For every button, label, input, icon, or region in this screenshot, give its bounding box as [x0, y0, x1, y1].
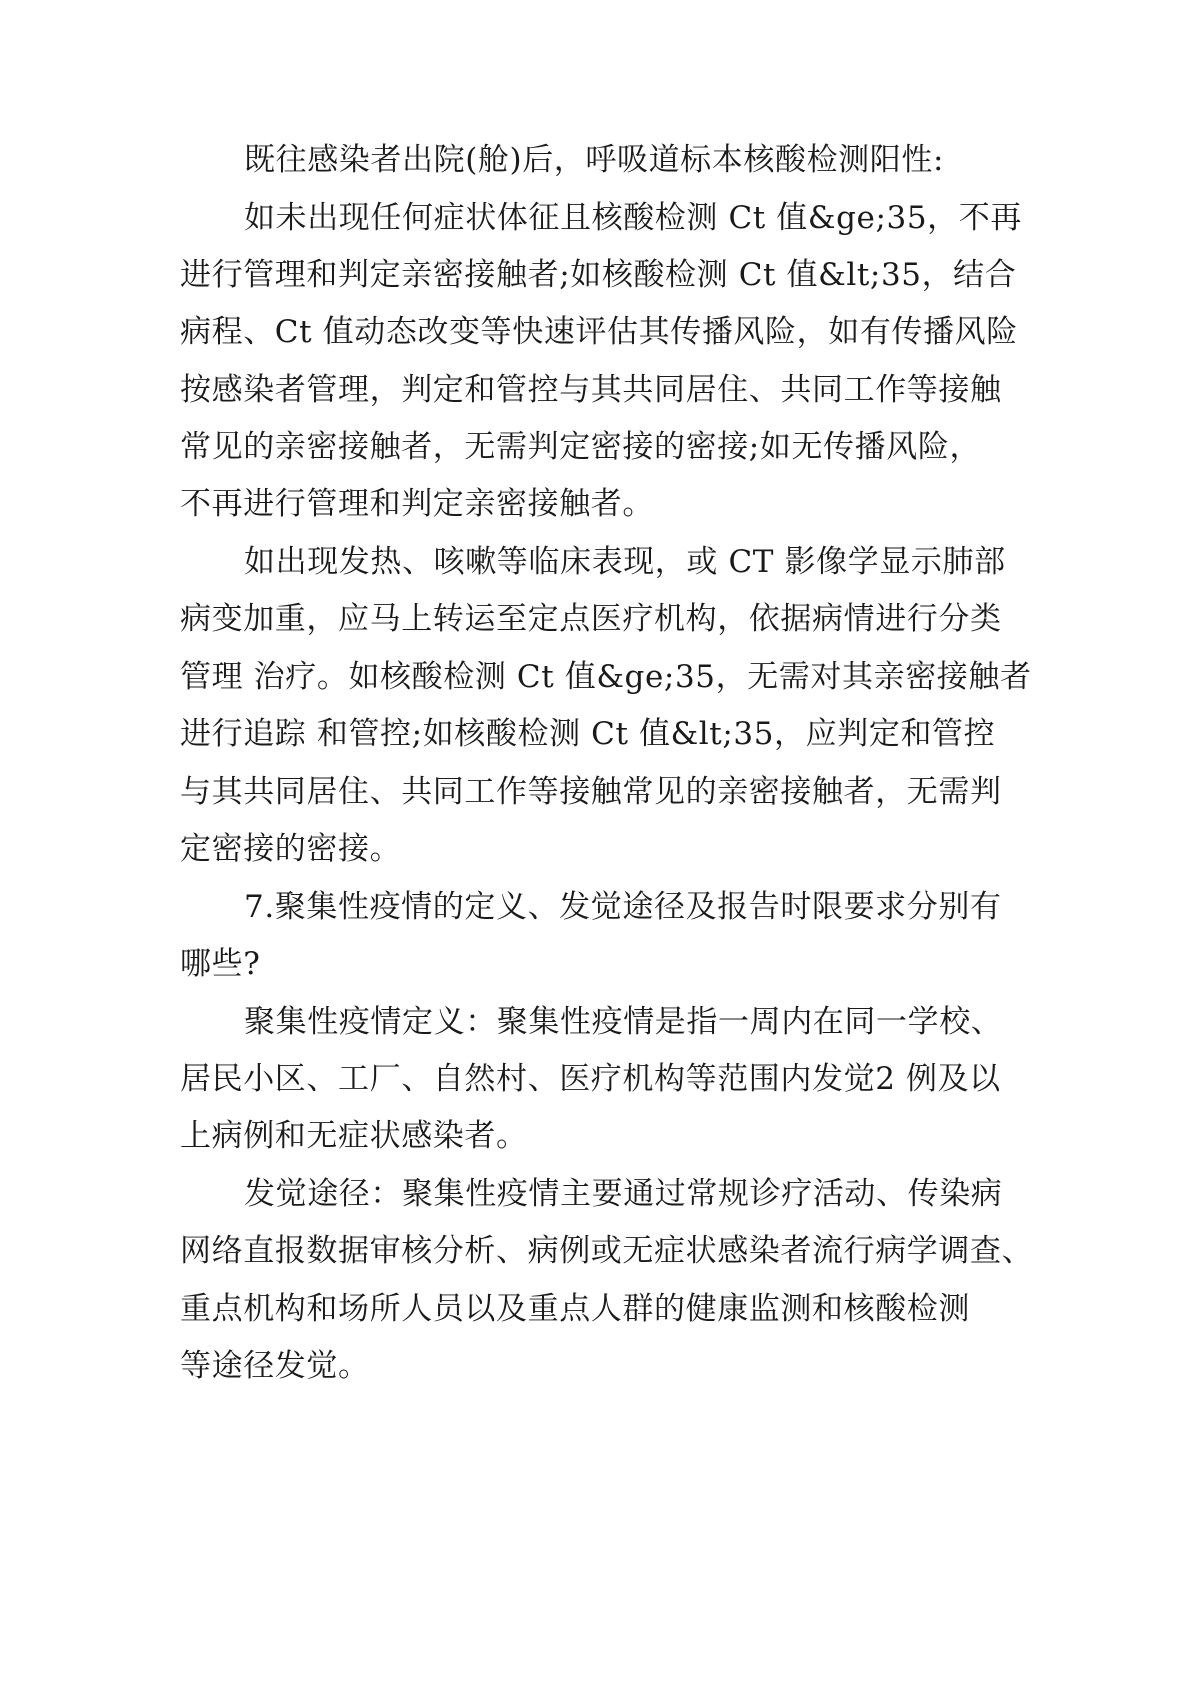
text-line: 进行管理和判定亲密接触者;如核酸检测 Ct 值&lt;35，结合: [180, 257, 1017, 293]
text-line: 发觉途径：聚集性疫情主要通过常规诊疗活动、传染病: [244, 1176, 1003, 1212]
text-line: 上病例和无症状感染者。: [180, 1118, 528, 1154]
text-line: 等途径发觉。: [180, 1348, 370, 1384]
text-line: 既往感染者出院(舱)后，呼吸道标本核酸检测阳性:: [244, 142, 945, 178]
text-line: 如出现发热、咳嗽等临床表现，或 CT 影像学显示肺部: [244, 544, 1006, 580]
text-line: 7.聚集性疫情的定义、发觉途径及报告时限要求分别有: [244, 889, 1002, 925]
text-line: 网络直报数据审核分析、病例或无症状感染者流行病学调查、: [180, 1233, 1034, 1269]
text-line: 常见的亲密接触者，无需判定密接的密接;如无传播风险，: [180, 429, 982, 465]
text-line: 聚集性疫情定义：聚集性疫情是指一周内在同一学校、: [244, 1004, 1003, 1040]
text-line: 与其共同居住、共同工作等接触常见的亲密接触者，无需判: [180, 774, 1002, 810]
text-line: 如未出现任何症状体征且核酸检测 Ct 值&ge;35，不再: [244, 200, 1022, 236]
text-line: 定密接的密接。: [180, 831, 402, 867]
text-line: 不再进行管理和判定亲密接触者。: [180, 486, 654, 522]
text-line: 哪些?: [180, 946, 261, 982]
text-line: 按感染者管理，判定和管控与其共同居住、共同工作等接触: [180, 372, 1002, 408]
text-line: 重点机构和场所人员以及重点人群的健康监测和核酸检测: [180, 1291, 970, 1327]
text-line: 病程、Ct 值动态改变等快速评估其传播风险，如有传播风险: [180, 314, 1018, 350]
text-line: 病变加重，应马上转运至定点医疗机构，依据病情进行分类: [180, 601, 1002, 637]
text-line: 居民小区、工厂、自然村、医疗机构等范围内发觉2 例及以: [180, 1061, 1001, 1097]
text-line: 管理 治疗。如核酸检测 Ct 值&ge;35，无需对其亲密接触者: [180, 659, 1032, 695]
text-line: 进行追踪 和管控;如核酸检测 Ct 值&lt;35，应判定和管控: [180, 716, 996, 752]
